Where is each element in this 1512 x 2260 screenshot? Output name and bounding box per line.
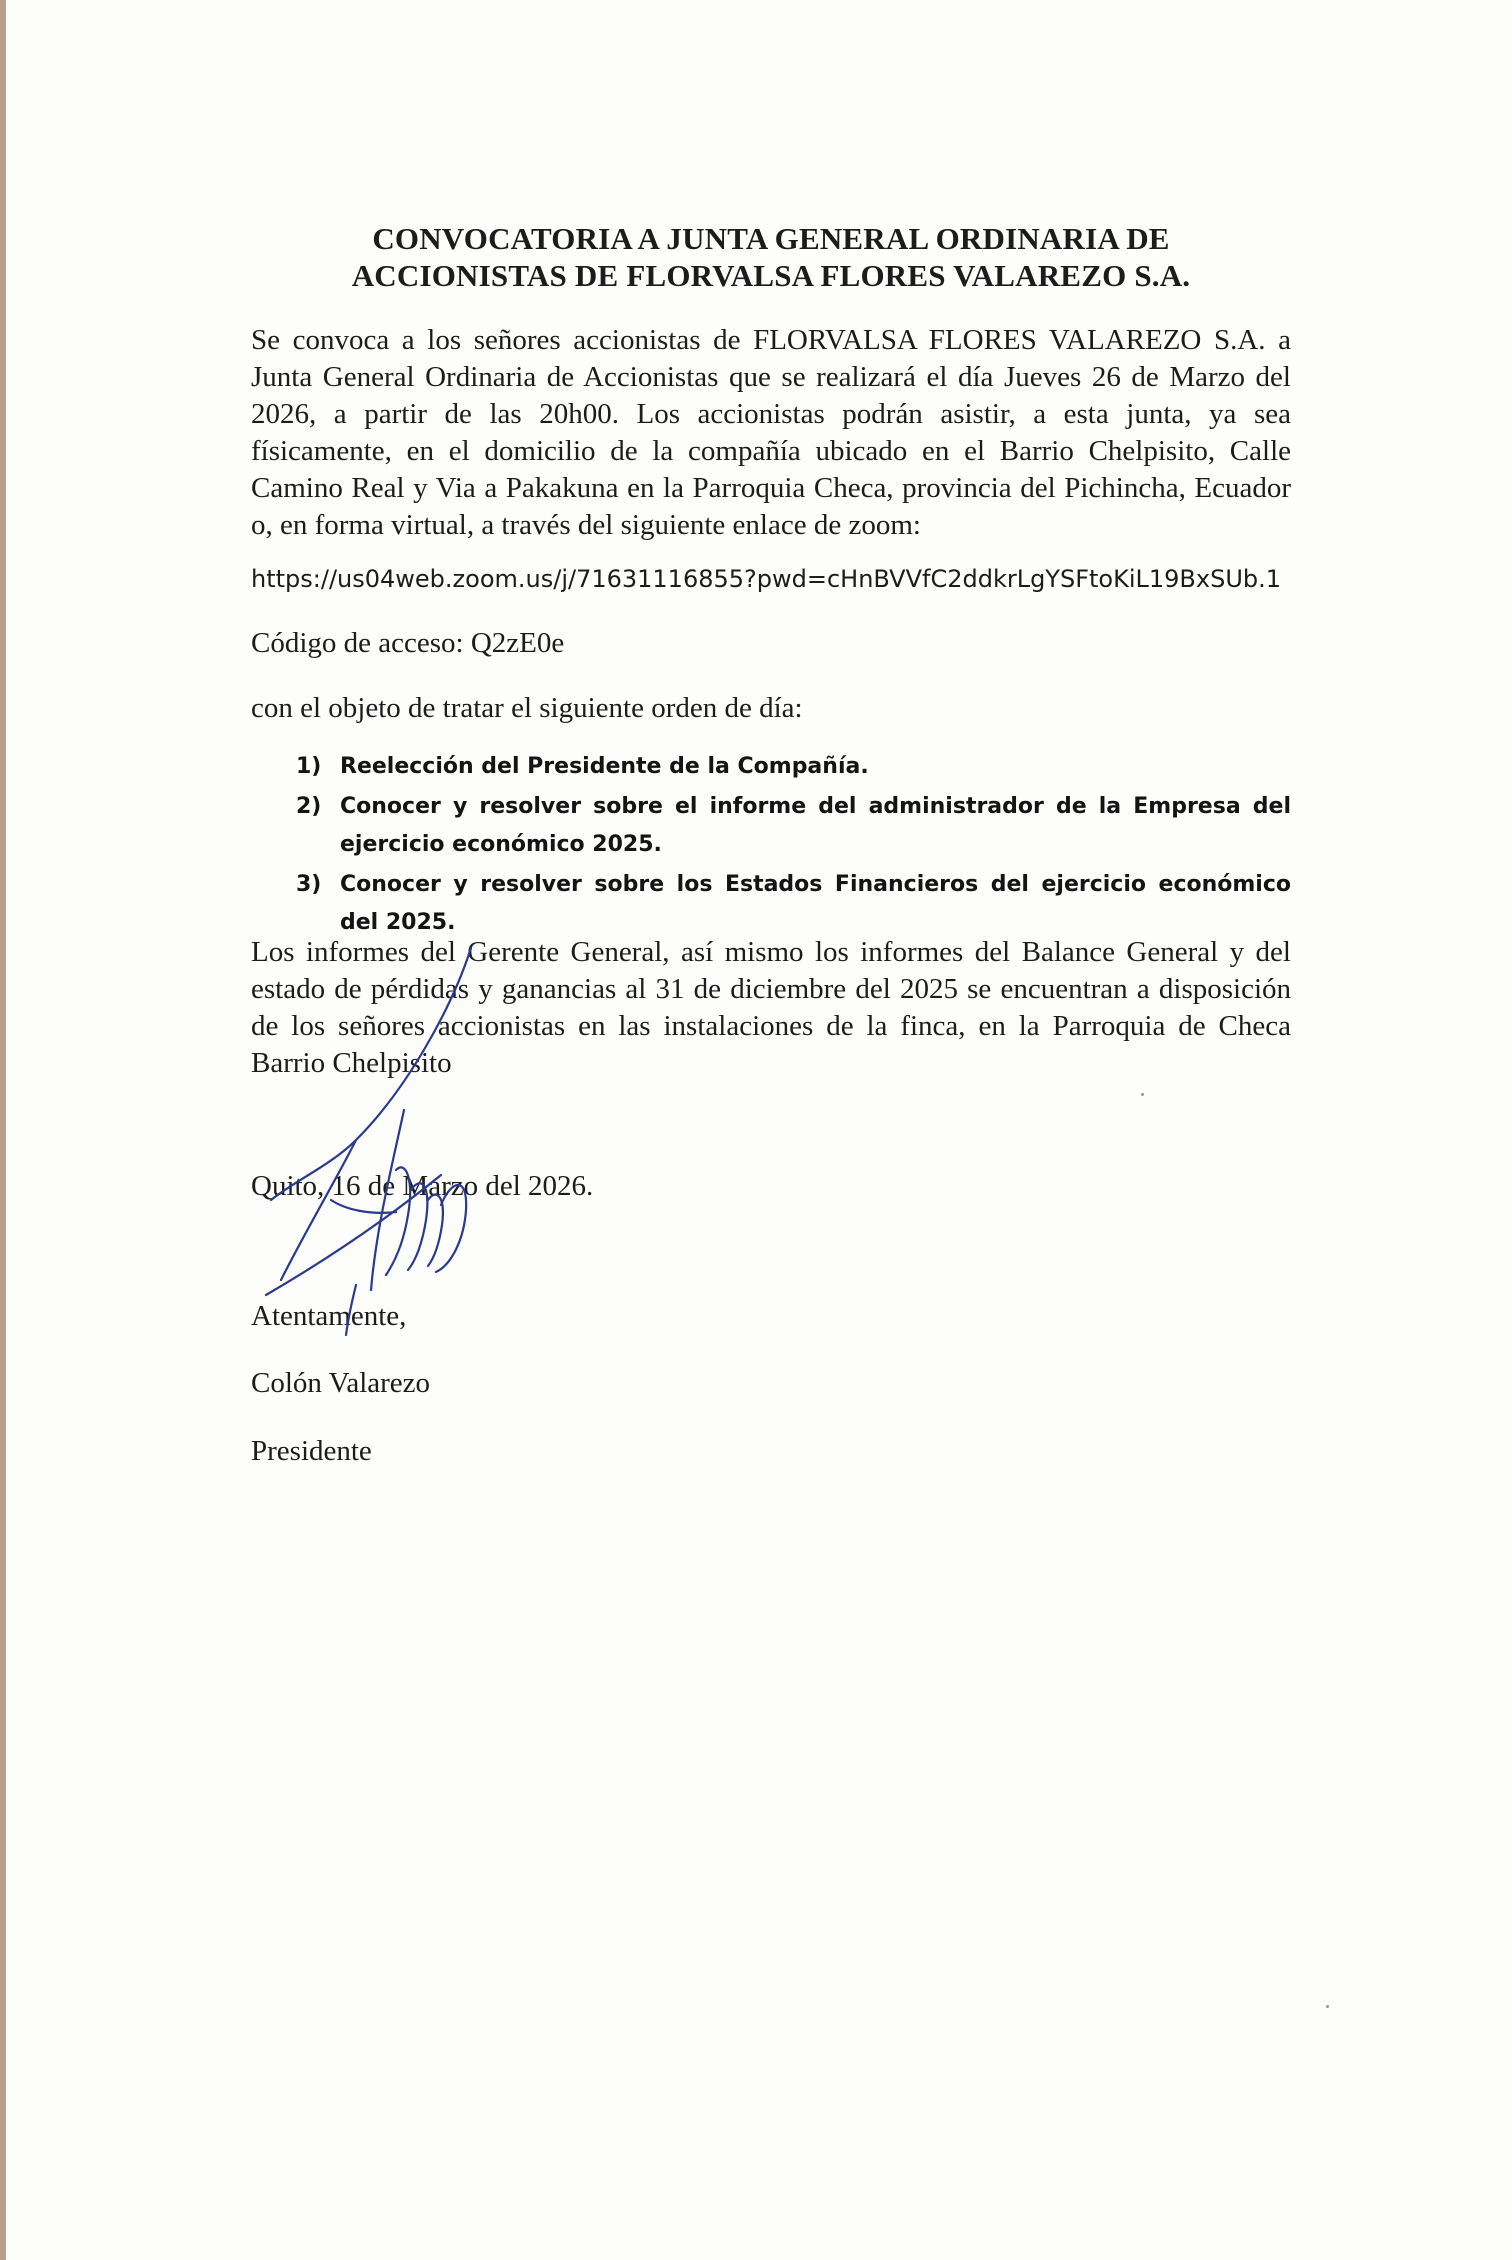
agenda-item-text: Conocer y resolver sobre los Estados Financieros del ejercicio económico del 2025. bbox=[340, 872, 1291, 935]
scan-speck bbox=[1141, 1093, 1144, 1096]
agenda-item-number: 2) bbox=[296, 794, 322, 819]
scan-speck bbox=[1326, 2005, 1329, 2008]
handwritten-signature bbox=[236, 940, 556, 1340]
agenda-list bbox=[296, 748, 1291, 944]
agenda-item bbox=[296, 788, 1291, 864]
agenda-item-text: Reelección del Presidente de la Compañía. bbox=[340, 754, 869, 779]
title-line-1: CONVOCATORIA A JUNTA GENERAL ORDINARIA DE bbox=[372, 221, 1170, 256]
convocation-paragraph: Se convoca a los señores accionistas de FLORVALSA FLORES VALAREZO S.A. a Junta General Ordinaria de Accionistas que se realizará el día Jueves 26 de Marzo del 2026, a partir de las 20h00. Los accionistas podrán asistir, a esta junta, ya sea físicamente, en el domicilio de la compañía ubicado en el Barrio Chelpisito, Calle Camino Real y Via a Pakakuna en la Parroquia Checa, provincia del Pichincha, Ecuador o, en forma virtual, a través del siguiente enlace de zoom: bbox=[251, 324, 1291, 541]
signer-role: Presidente bbox=[251, 1435, 372, 1467]
agenda-item-number: 1) bbox=[296, 754, 322, 779]
agenda-item-number: 3) bbox=[296, 872, 322, 897]
document-title bbox=[251, 220, 1291, 294]
agenda-item bbox=[296, 866, 1291, 942]
signer-name: Colón Valarezo bbox=[251, 1367, 431, 1399]
access-code: Código de acceso: Q2zE0e bbox=[251, 627, 565, 659]
zoom-link[interactable]: https://us04web.zoom.us/j/71631116855?pwd=cHnBVVfC2ddkrLgYSFtoKiL19BxSUb.1 bbox=[251, 565, 1282, 593]
closing-salutation: Atentamente, bbox=[251, 1300, 407, 1332]
title-line-2: ACCIONISTAS DE FLORVALSA FLORES VALAREZO S.A. bbox=[351, 258, 1191, 293]
agenda-intro: con el objeto de tratar el siguiente orden de día: bbox=[251, 692, 803, 724]
agenda-item-text: Conocer y resolver sobre el informe del administrador de la Empresa del ejercicio económico 2025. bbox=[340, 794, 1291, 857]
place-date: Quito, 16 de Marzo del 2026. bbox=[251, 1170, 594, 1202]
reports-paragraph: Los informes del Gerente General, así mismo los informes del Balance General y del estado de pérdidas y ganancias al 31 de diciembre del 2025 se encuentran a disposición de los señores accionistas en las instalaciones de la finca, en la Parroquia de Checa Barrio Chelpisito bbox=[251, 936, 1291, 1079]
agenda-item bbox=[296, 748, 1291, 786]
